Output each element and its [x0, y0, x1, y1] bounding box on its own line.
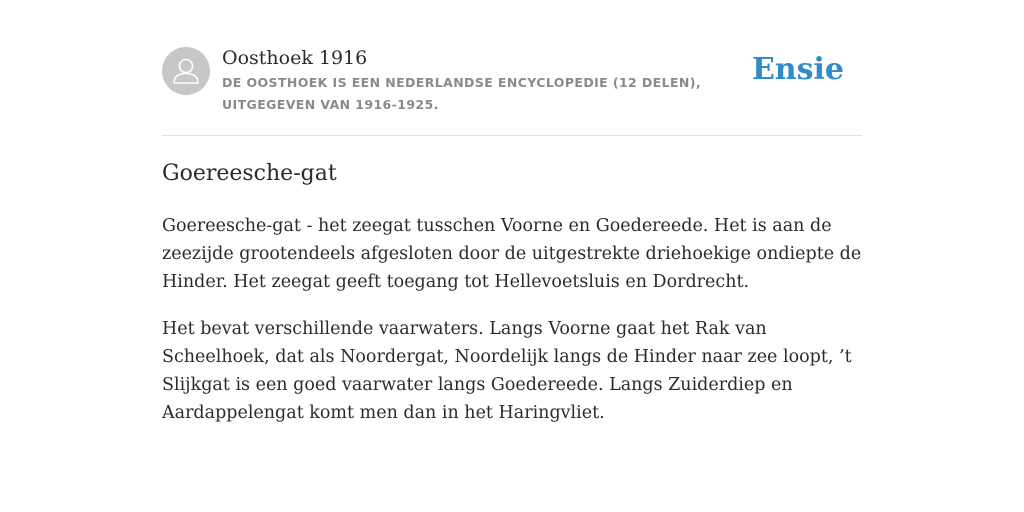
brand-logo[interactable]: Ensie	[751, 52, 844, 87]
article-body	[162, 212, 862, 446]
source-name[interactable]: Oosthoek 1916	[222, 47, 368, 69]
article-paragraph: Goereesche-gat - het zeegat tusschen Voorne en Goedereede. Het is aan de zeezijde grootendeels afgesloten door de uitgestrekte driehoekige ondiepte de Hinder. Het zeegat geeft toegang tot Hellevoetsluis en Dordrecht.	[162, 216, 862, 292]
source-description: DE OOSTHOEK IS EEN NEDERLANDSE ENCYCLOPEDIE (12 DELEN), UITGEGEVEN VAN 1916-1925.	[222, 75, 702, 112]
user-icon	[162, 47, 210, 95]
source-avatar[interactable]	[162, 47, 210, 95]
article-paragraph: Het bevat verschillende vaarwaters. Langs Voorne gaat het Rak van Scheelhoek, dat als Noordergat, Noordelijk langs de Hinder naar zee loopt, ’t Slijkgat is een goed vaarwater langs Goedereede. Langs Zuiderdiep en Aardappelengat komt men dan in het Haringvliet.	[162, 319, 852, 423]
article-title: Goereesche-gat	[162, 161, 337, 186]
source-header	[162, 46, 862, 136]
header-divider	[162, 135, 862, 136]
